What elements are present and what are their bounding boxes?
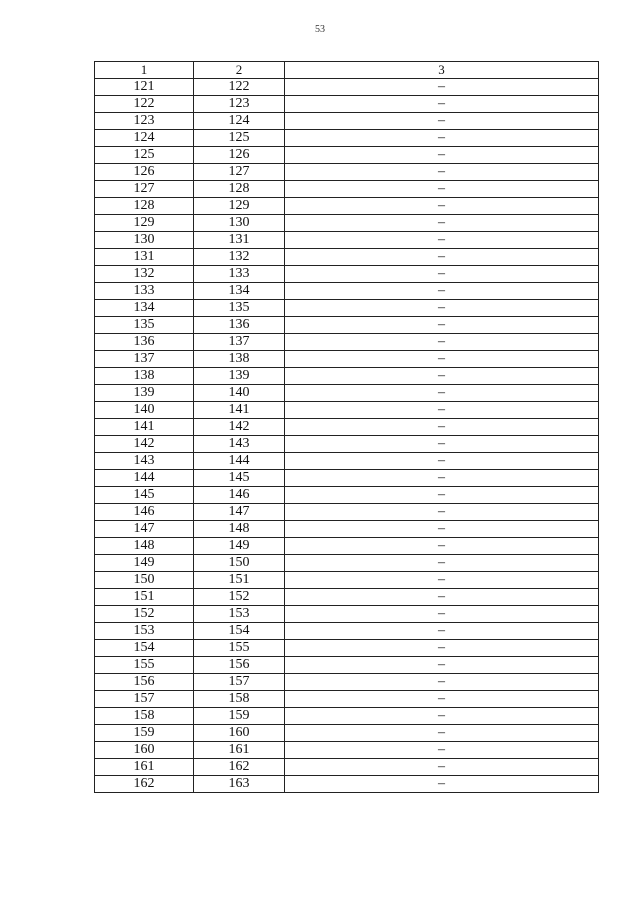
table-cell-col-3: – xyxy=(285,215,599,232)
table-cell-col-1: 130 xyxy=(95,232,194,249)
table-row xyxy=(95,691,599,708)
table-cell-col-2: 161 xyxy=(194,742,285,759)
table-cell-col-2: 153 xyxy=(194,606,285,623)
table-cell-col-1: 139 xyxy=(95,385,194,402)
table-cell-col-1: 146 xyxy=(95,504,194,521)
table-cell-col-3: – xyxy=(285,589,599,606)
table-cell-col-2: 160 xyxy=(194,725,285,742)
table-row xyxy=(95,776,599,793)
table-cell-col-1: 141 xyxy=(95,419,194,436)
table-row xyxy=(95,113,599,130)
table-row xyxy=(95,521,599,538)
table-cell-col-2: 144 xyxy=(194,453,285,470)
table-cell-col-3: – xyxy=(285,725,599,742)
table-cell-col-1: 125 xyxy=(95,147,194,164)
table-cell-col-3: – xyxy=(285,249,599,266)
table-row xyxy=(95,300,599,317)
table-row xyxy=(95,759,599,776)
table-cell-col-3: – xyxy=(285,198,599,215)
table-cell-col-2: 150 xyxy=(194,555,285,572)
table-cell-col-3: – xyxy=(285,283,599,300)
table-cell-col-1: 122 xyxy=(95,96,194,113)
table-cell-col-1: 158 xyxy=(95,708,194,725)
table-row xyxy=(95,79,599,96)
data-table xyxy=(94,61,599,793)
table-cell-col-3: – xyxy=(285,691,599,708)
table-cell-col-1: 134 xyxy=(95,300,194,317)
table-cell-col-2: 131 xyxy=(194,232,285,249)
table-cell-col-2: 138 xyxy=(194,351,285,368)
table-cell-col-1: 145 xyxy=(95,487,194,504)
table-cell-col-3: – xyxy=(285,79,599,96)
table-cell-col-2: 163 xyxy=(194,776,285,793)
table-row xyxy=(95,249,599,266)
table-cell-col-2: 136 xyxy=(194,317,285,334)
table-header-row xyxy=(95,62,599,79)
table-row xyxy=(95,708,599,725)
table-cell-col-1: 124 xyxy=(95,130,194,147)
table-row xyxy=(95,368,599,385)
table-cell-col-2: 133 xyxy=(194,266,285,283)
table-cell-col-3: – xyxy=(285,419,599,436)
table-cell-col-2: 137 xyxy=(194,334,285,351)
table-cell-col-1: 155 xyxy=(95,657,194,674)
table-cell-col-3: – xyxy=(285,300,599,317)
table-row xyxy=(95,402,599,419)
table-cell-col-3: – xyxy=(285,606,599,623)
table-cell-col-1: 150 xyxy=(95,572,194,589)
table-row xyxy=(95,453,599,470)
page-number: 53 xyxy=(315,24,325,35)
table-cell-col-3: – xyxy=(285,453,599,470)
table-cell-col-1: 131 xyxy=(95,249,194,266)
table-cell-col-2: 155 xyxy=(194,640,285,657)
table-cell-col-2: 162 xyxy=(194,759,285,776)
table-cell-col-2: 158 xyxy=(194,691,285,708)
table-cell-col-3: – xyxy=(285,538,599,555)
table-cell-col-2: 156 xyxy=(194,657,285,674)
table-row xyxy=(95,742,599,759)
table-cell-col-1: 148 xyxy=(95,538,194,555)
table-row xyxy=(95,572,599,589)
table-cell-col-2: 132 xyxy=(194,249,285,266)
table-cell-col-2: 141 xyxy=(194,402,285,419)
table-row xyxy=(95,470,599,487)
table-row xyxy=(95,198,599,215)
table-row xyxy=(95,657,599,674)
table-cell-col-2: 159 xyxy=(194,708,285,725)
table-cell-col-3: – xyxy=(285,776,599,793)
table-cell-col-2: 123 xyxy=(194,96,285,113)
table-cell-col-3: – xyxy=(285,674,599,691)
table-cell-col-1: 126 xyxy=(95,164,194,181)
table-cell-col-2: 134 xyxy=(194,283,285,300)
table-cell-col-1: 149 xyxy=(95,555,194,572)
table-cell-col-1: 151 xyxy=(95,589,194,606)
table-cell-col-3: – xyxy=(285,708,599,725)
table-cell-col-3: – xyxy=(285,504,599,521)
table-body xyxy=(95,62,599,793)
table-cell-col-3: – xyxy=(285,266,599,283)
table-cell-col-1: 138 xyxy=(95,368,194,385)
table-cell-col-3: – xyxy=(285,96,599,113)
table-cell-col-1: 143 xyxy=(95,453,194,470)
table-row xyxy=(95,232,599,249)
table-row xyxy=(95,504,599,521)
table-cell-col-2: 130 xyxy=(194,215,285,232)
table-cell-col-2: 147 xyxy=(194,504,285,521)
table-cell-col-1: 135 xyxy=(95,317,194,334)
table-cell-col-2: 148 xyxy=(194,521,285,538)
table-cell-col-2: 124 xyxy=(194,113,285,130)
table-cell-col-3: – xyxy=(285,759,599,776)
table-cell-col-2: 143 xyxy=(194,436,285,453)
table-cell-col-3: – xyxy=(285,385,599,402)
table-cell-col-1: 157 xyxy=(95,691,194,708)
table-row xyxy=(95,385,599,402)
table-cell-col-2: 140 xyxy=(194,385,285,402)
table-cell-col-1: 128 xyxy=(95,198,194,215)
table-cell-col-3: – xyxy=(285,521,599,538)
table-cell-col-1: 136 xyxy=(95,334,194,351)
table-row xyxy=(95,538,599,555)
table-cell-col-3: – xyxy=(285,555,599,572)
table-cell-col-3: – xyxy=(285,351,599,368)
table-row xyxy=(95,351,599,368)
table-cell-col-1: 154 xyxy=(95,640,194,657)
table-row xyxy=(95,419,599,436)
table-cell-col-3: – xyxy=(285,130,599,147)
table-cell-col-2: 128 xyxy=(194,181,285,198)
table-cell-col-3: – xyxy=(285,368,599,385)
table-row xyxy=(95,606,599,623)
table-cell-col-2: 157 xyxy=(194,674,285,691)
table-cell-col-1: 153 xyxy=(95,623,194,640)
table-cell-col-3: – xyxy=(285,470,599,487)
table-row xyxy=(95,215,599,232)
table-row xyxy=(95,130,599,147)
table-cell-col-3: – xyxy=(285,623,599,640)
table-cell-col-3: – xyxy=(285,164,599,181)
table-row xyxy=(95,96,599,113)
table-cell-col-1: 147 xyxy=(95,521,194,538)
table-cell-col-2: 126 xyxy=(194,147,285,164)
table-cell-col-2: 139 xyxy=(194,368,285,385)
table-cell-col-2: 152 xyxy=(194,589,285,606)
table-row xyxy=(95,181,599,198)
table-row xyxy=(95,436,599,453)
table-cell-col-2: 127 xyxy=(194,164,285,181)
table-cell-col-1: 123 xyxy=(95,113,194,130)
table-row xyxy=(95,147,599,164)
table-cell-col-1: 159 xyxy=(95,725,194,742)
table-row xyxy=(95,640,599,657)
column-header-3: 3 xyxy=(285,62,599,79)
table-cell-col-3: – xyxy=(285,640,599,657)
column-header-1: 1 xyxy=(95,62,194,79)
table-cell-col-2: 125 xyxy=(194,130,285,147)
table-cell-col-1: 162 xyxy=(95,776,194,793)
table-cell-col-1: 133 xyxy=(95,283,194,300)
table-cell-col-2: 149 xyxy=(194,538,285,555)
table-row xyxy=(95,317,599,334)
table-cell-col-3: – xyxy=(285,232,599,249)
table-cell-col-1: 144 xyxy=(95,470,194,487)
table-cell-col-2: 151 xyxy=(194,572,285,589)
table-cell-col-2: 135 xyxy=(194,300,285,317)
table-cell-col-1: 142 xyxy=(95,436,194,453)
table-row xyxy=(95,487,599,504)
table-cell-col-3: – xyxy=(285,657,599,674)
table-cell-col-1: 152 xyxy=(95,606,194,623)
table-cell-col-3: – xyxy=(285,402,599,419)
table-cell-col-3: – xyxy=(285,334,599,351)
table-cell-col-1: 127 xyxy=(95,181,194,198)
table-cell-col-3: – xyxy=(285,487,599,504)
table-row xyxy=(95,164,599,181)
table-cell-col-1: 161 xyxy=(95,759,194,776)
table-cell-col-3: – xyxy=(285,317,599,334)
column-header-2: 2 xyxy=(194,62,285,79)
table-cell-col-1: 137 xyxy=(95,351,194,368)
table-row xyxy=(95,589,599,606)
table-cell-col-3: – xyxy=(285,181,599,198)
table-row xyxy=(95,266,599,283)
table-cell-col-1: 132 xyxy=(95,266,194,283)
table-cell-col-3: – xyxy=(285,147,599,164)
table-cell-col-1: 129 xyxy=(95,215,194,232)
table-cell-col-2: 145 xyxy=(194,470,285,487)
table-row xyxy=(95,725,599,742)
table-cell-col-3: – xyxy=(285,113,599,130)
table-cell-col-3: – xyxy=(285,742,599,759)
table-cell-col-2: 129 xyxy=(194,198,285,215)
table-cell-col-2: 122 xyxy=(194,79,285,96)
table-cell-col-1: 140 xyxy=(95,402,194,419)
table-cell-col-2: 154 xyxy=(194,623,285,640)
table-cell-col-3: – xyxy=(285,436,599,453)
table-row xyxy=(95,555,599,572)
table-cell-col-1: 160 xyxy=(95,742,194,759)
table-cell-col-2: 146 xyxy=(194,487,285,504)
table-cell-col-1: 156 xyxy=(95,674,194,691)
table-row xyxy=(95,623,599,640)
table-row xyxy=(95,283,599,300)
table-cell-col-1: 121 xyxy=(95,79,194,96)
table-cell-col-3: – xyxy=(285,572,599,589)
table-row xyxy=(95,674,599,691)
table-row xyxy=(95,334,599,351)
table-cell-col-2: 142 xyxy=(194,419,285,436)
